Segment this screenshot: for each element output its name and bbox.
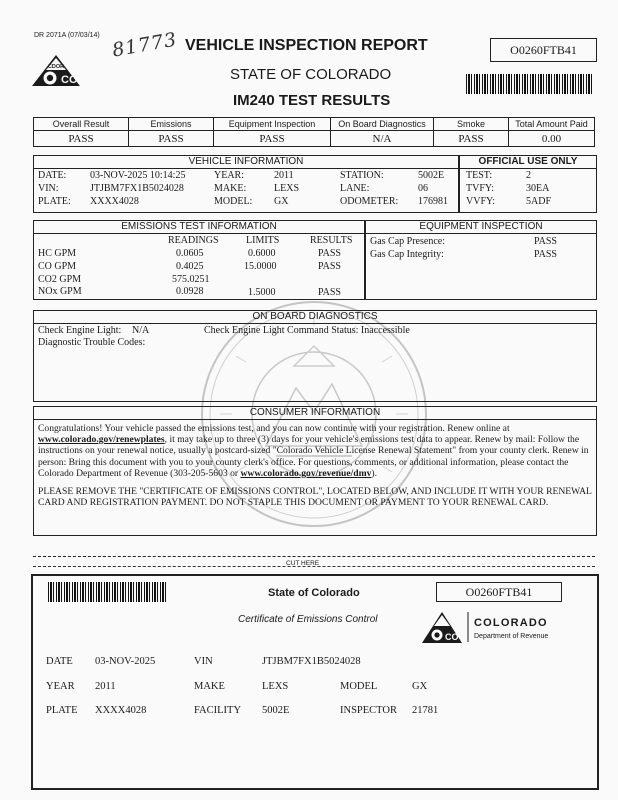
cert-facility-label: FACILITY — [194, 705, 242, 716]
header-emissions: Emissions — [129, 118, 214, 131]
cert-year-label: YEAR — [46, 681, 75, 692]
header-smoke: Smoke — [434, 118, 509, 131]
certificate-box — [31, 574, 599, 790]
obd-value: N/A — [331, 131, 434, 147]
make-value: LEXS — [274, 183, 299, 194]
equipment-title: EQUIPMENT INSPECTION — [366, 221, 596, 234]
cert-make-label: MAKE — [194, 681, 225, 692]
gas-cap-integrity-result: PASS — [534, 249, 557, 260]
consumer-paragraph-2: PLEASE REMOVE THE "CERTIFICATE OF EMISSIONS CONTROL", LOCATED BELOW, AND INCLUDE IT WITH YOUR RENEWAL CARD AND REGISTRATION PAYMENT. DO NOT STAPLE THIS DOCUMENT OR PAYMENT TO YOUR RENEWAL CARD. — [38, 486, 592, 509]
lane-value: 06 — [418, 183, 428, 194]
cut-line — [33, 556, 595, 557]
col-limits: LIMITS — [246, 235, 280, 246]
logo-co-text: CO — [61, 74, 78, 86]
cert-vin-value: JTJBM7FX1B5024028 — [262, 656, 361, 667]
plate-value: XXXX4028 — [90, 196, 139, 207]
emissions-value: PASS — [129, 131, 214, 147]
consumer-title: CONSUMER INFORMATION — [34, 407, 596, 420]
gas-cap-integrity-label: Gas Cap Integrity: — [370, 249, 444, 260]
model-label: MODEL: — [214, 196, 253, 207]
tvfy-label: TVFY: — [466, 183, 494, 194]
station-label: STATION: — [340, 170, 384, 181]
lane-label: LANE: — [340, 183, 370, 194]
emissions-section — [33, 220, 365, 300]
cert-date-value: 03-NOV-2025 — [95, 656, 156, 667]
consumer-paragraph-1 — [38, 423, 594, 479]
colo-logo-co-text: CO — [445, 632, 459, 642]
consumer-text — [38, 423, 594, 515]
header-on-board-diagnostics: On Board Diagnostics — [331, 118, 434, 131]
consumer-section — [33, 406, 597, 536]
co-name: CO GPM — [38, 261, 77, 272]
tvfy-value: 30EA — [526, 183, 550, 194]
cert-plate-value: XXXX4028 — [95, 705, 147, 716]
year-value: 2011 — [274, 170, 294, 181]
emissions-title: EMISSIONS TEST INFORMATION — [34, 221, 364, 234]
cut-line-lower — [33, 566, 595, 567]
colorado-revenue-logo-icon — [420, 608, 580, 644]
equipment-inspection-value: PASS — [214, 131, 331, 147]
test-label: TEST: — [466, 170, 493, 181]
certificate-state: State of Colorado — [268, 587, 360, 599]
cert-model-label: MODEL — [340, 681, 378, 692]
total-paid-value: 0.00 — [509, 131, 595, 147]
cert-facility-value: 5002E — [262, 705, 290, 716]
dmv-link[interactable]: www.colorado.gov/revenue/dmv — [240, 467, 372, 479]
vvfy-label: VVFY: — [466, 196, 496, 207]
cert-make-value: LEXS — [262, 681, 289, 692]
vvfy-value: 5ADF — [526, 196, 552, 207]
consumer-text-c: ). — [371, 467, 378, 479]
results-summary-table — [33, 117, 595, 147]
odometer-label: ODOMETER: — [340, 196, 399, 207]
dtc-label: Diagnostic Trouble Codes: — [38, 337, 146, 348]
make-label: MAKE: — [214, 183, 247, 194]
co-result: PASS — [318, 261, 341, 272]
report-barcode — [466, 74, 594, 94]
handwritten-note: 81773 — [110, 28, 179, 62]
form-number: DR 2071A (07/03/14) — [34, 32, 100, 39]
official-use-section — [459, 155, 597, 213]
col-results: RESULTS — [310, 235, 353, 246]
col-readings: READINGS — [168, 235, 219, 246]
hc-limit: 0.6000 — [248, 248, 276, 259]
report-title: VEHICLE INSPECTION REPORT — [185, 37, 428, 54]
cert-plate-label: PLATE — [46, 705, 78, 716]
co2-name: CO2 GPM — [38, 274, 82, 285]
odometer-value: 176981 — [418, 196, 448, 207]
official-use-title: OFFICIAL USE ONLY — [460, 156, 596, 169]
vin-value: JTJBM7FX1B5024028 — [90, 183, 184, 194]
model-value: GX — [274, 196, 289, 207]
header-total-amount-paid: Total Amount Paid — [509, 118, 595, 131]
hc-result: PASS — [318, 248, 341, 259]
plate-label: PLATE: — [38, 196, 71, 207]
cert-inspector-label: INSPECTOR — [340, 705, 397, 716]
smoke-value: PASS — [434, 131, 509, 147]
vin-label: VIN: — [38, 183, 59, 194]
certificate-title: Certificate of Emissions Control — [238, 614, 378, 625]
overall-result-value: PASS — [34, 131, 129, 147]
date-value: 03-NOV-2025 10:14:25 — [90, 170, 186, 181]
vehicle-information-section — [33, 155, 459, 213]
header-overall-result: Overall Result — [34, 118, 129, 131]
consumer-text-b: , it may take up to three (3) days for your vehicle's emissions test data to appear. Renew by mail: Follow the instructions on your renewal notice, usually a postcard-sized "Colorado Vehicle License Renewal Statement" from your county clerk. Renew in person: Bring this document with you to your county clerk's office. For questions, comments, or additional information, please contact the Colorado Department of Revenue (303-205-5603 or — [38, 434, 589, 479]
date-label: DATE: — [38, 170, 67, 181]
certificate-id-box: O0260FTB41 — [436, 582, 562, 602]
logo-cdor-text: CDOR — [47, 64, 65, 70]
vehicle-information-title: VEHICLE INFORMATION — [34, 156, 458, 169]
gas-cap-presence-result: PASS — [534, 236, 557, 247]
year-label: YEAR: — [214, 170, 244, 181]
cut-here-label: CUT HERE — [286, 560, 320, 567]
certificate-barcode-left — [48, 582, 168, 602]
consumer-text-a: Congratulations! Your vehicle passed the emissions test, and you can now continue with your registration. Renew online at — [38, 423, 510, 434]
command-status: Check Engine Light Command Status: Inaccessible — [204, 325, 410, 336]
nox-result: PASS — [318, 287, 341, 298]
cdor-logo-icon — [30, 52, 82, 88]
cert-inspector-value: 21781 — [412, 705, 439, 716]
cert-vin-label: VIN — [194, 656, 213, 667]
cert-date-label: DATE — [46, 656, 73, 667]
co-reading: 0.4025 — [176, 261, 204, 272]
equipment-section — [365, 220, 597, 300]
state-title: STATE OF COLORADO — [230, 66, 392, 83]
renewplates-link[interactable]: www.colorado.gov/renewplates — [38, 434, 165, 446]
obd-section — [33, 310, 597, 402]
nox-name: NOx GPM — [38, 286, 82, 297]
hc-reading: 0.0605 — [176, 248, 204, 259]
test-type-title: IM240 TEST RESULTS — [233, 92, 391, 109]
header-equipment-inspection: Equipment Inspection — [214, 118, 331, 131]
check-engine-value: N/A — [132, 325, 150, 336]
department-wordmark: Department of Revenue — [474, 633, 549, 640]
hc-name: HC GPM — [38, 248, 77, 259]
cert-year-value: 2011 — [95, 681, 116, 692]
nox-reading: 0.0928 — [176, 286, 204, 297]
co-limit: 15.0000 — [244, 261, 277, 272]
colorado-wordmark: COLORADO — [474, 617, 548, 629]
test-value: 2 — [526, 170, 531, 181]
station-value: 5002E — [418, 170, 445, 181]
gas-cap-presence-label: Gas Cap Presence: — [370, 236, 445, 247]
co2-reading: 575.0251 — [172, 274, 210, 285]
report-id-box: O0260FTB41 — [490, 38, 597, 62]
check-engine-label: Check Engine Light: — [38, 325, 122, 336]
cert-model-value: GX — [412, 681, 428, 692]
obd-title: ON BOARD DIAGNOSTICS — [34, 311, 596, 324]
nox-limit: 1.5000 — [248, 287, 276, 298]
